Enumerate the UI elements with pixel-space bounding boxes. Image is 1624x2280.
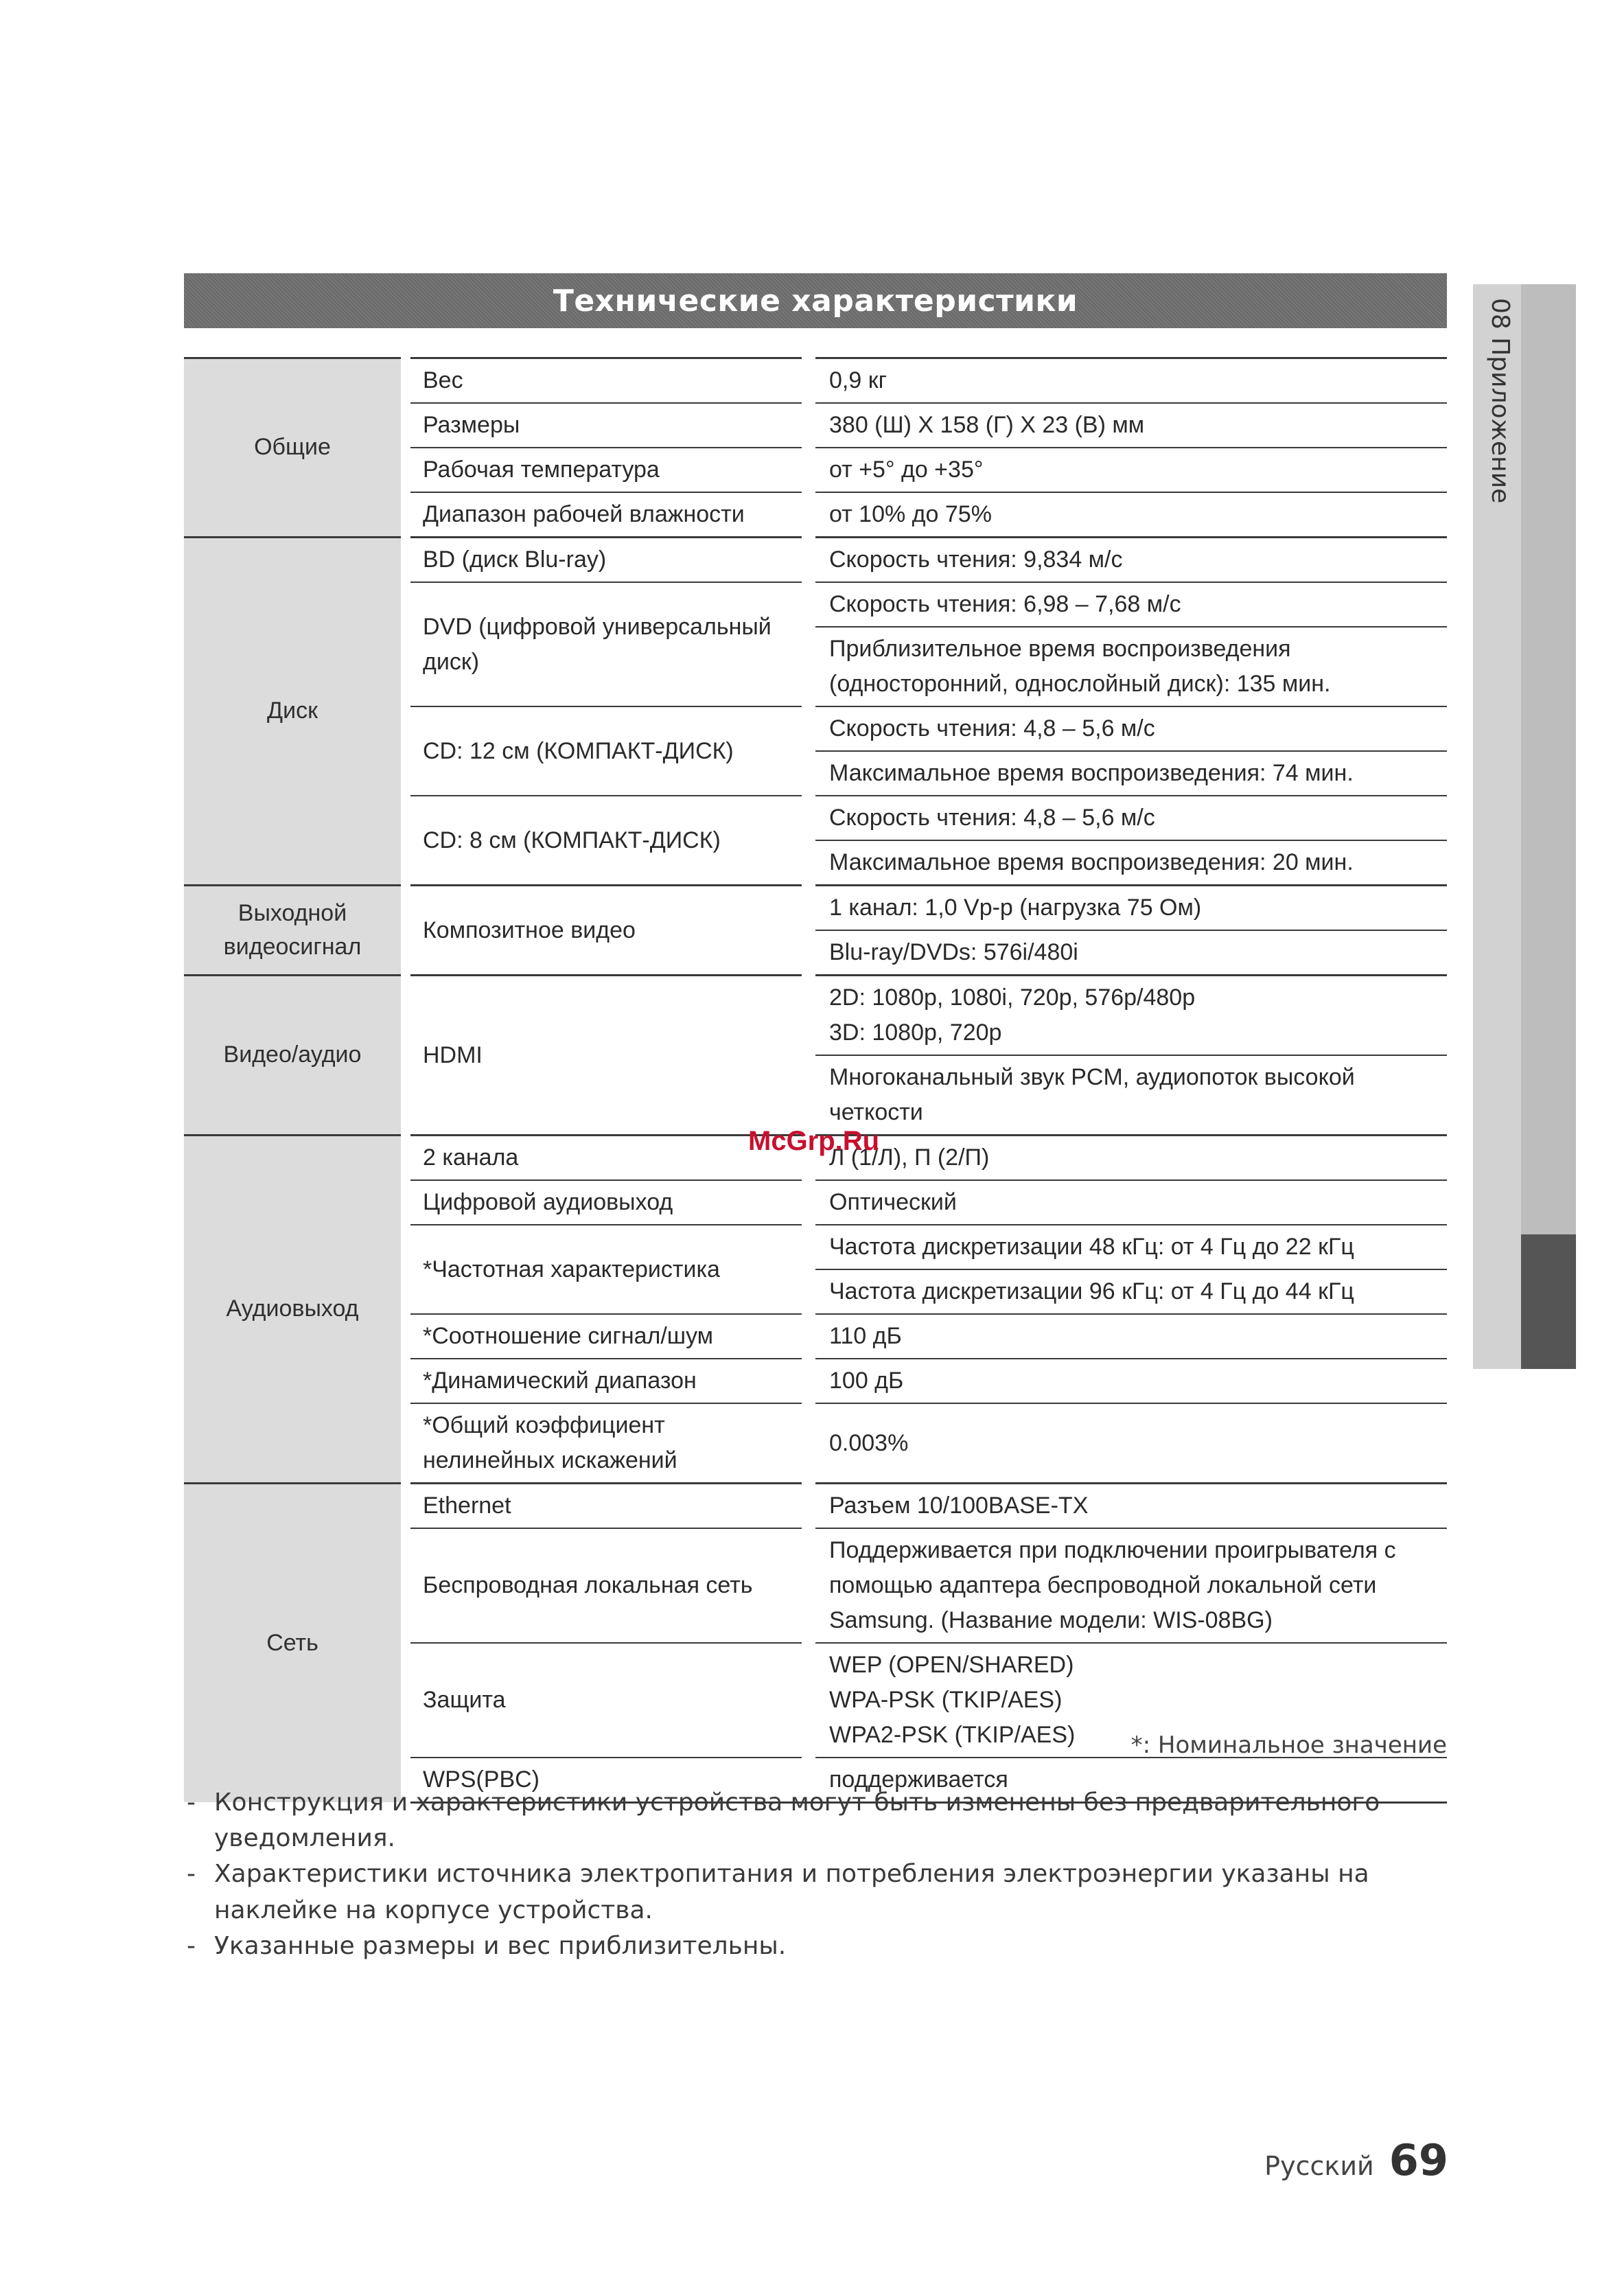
spec-parameter: Беспроводная локальная сеть: [410, 1528, 802, 1643]
spec-value: Скорость чтения: 4,8 – 5,6 м/с: [815, 796, 1447, 840]
section-title: Технические характеристики: [553, 283, 1078, 319]
spec-category: Диск: [184, 538, 401, 886]
spec-value: 2D: 1080p, 1080i, 720p, 576p/480p 3D: 1080p, 720p: [815, 976, 1447, 1056]
spec-parameter: Цифровой аудиовыход: [410, 1180, 802, 1225]
watermark-text: McGrp.Ru: [748, 1126, 880, 1156]
spec-category: Общие: [184, 358, 401, 538]
spec-parameter: Рабочая температура: [410, 448, 802, 492]
spec-parameter: Вес: [410, 358, 802, 404]
spec-parameter: Ethernet: [410, 1484, 802, 1529]
spec-value: Скорость чтения: 4,8 – 5,6 м/с: [815, 706, 1447, 751]
spec-row: [184, 538, 1447, 583]
spec-gap: [401, 976, 410, 1136]
spec-parameter: *Общий коэффициент нелинейных искажений: [410, 1403, 802, 1484]
spec-parameter: Защита: [410, 1643, 802, 1758]
spec-gap: [401, 358, 410, 538]
spec-gap: [401, 1136, 410, 1484]
section-title-bar: [184, 273, 1447, 328]
spec-value: Частота дискретизации 48 кГц: от 4 Гц до 22 кГц: [815, 1225, 1447, 1269]
spec-row: [184, 358, 1447, 404]
spec-gap: [802, 1484, 815, 1529]
spec-value: Оптический: [815, 1180, 1447, 1225]
spec-gap: [401, 886, 410, 976]
spec-table: [184, 357, 1447, 1804]
spec-value: 110 дБ: [815, 1314, 1447, 1359]
spec-category: Сеть: [184, 1484, 401, 1803]
spec-parameter: CD: 8 см (КОМПАКТ-ДИСК): [410, 796, 802, 886]
spec-value: от +5° до +35°: [815, 448, 1447, 492]
spec-parameter: Размеры: [410, 403, 802, 448]
spec-value: от 10% до 75%: [815, 492, 1447, 538]
notes-list: [187, 1785, 1443, 1964]
spec-value: Разъем 10/100BASE-TX: [815, 1484, 1447, 1529]
spec-gap: [802, 796, 815, 886]
spec-parameter: WPS(PBC): [410, 1758, 802, 1803]
spec-gap: [401, 1484, 410, 1803]
spec-gap: [401, 538, 410, 886]
page-number: 69: [1389, 2135, 1448, 2185]
spec-gap: [802, 492, 815, 538]
spec-parameter: *Динамический диапазон: [410, 1359, 802, 1403]
note-item: [187, 1785, 1443, 1856]
spec-row: [184, 886, 1447, 931]
spec-parameter: 2 канала: [410, 1136, 802, 1181]
spec-value: Скорость чтения: 9,834 м/с: [815, 538, 1447, 583]
spec-gap: [802, 1359, 815, 1403]
spec-category: Выходной видеосигнал: [184, 886, 401, 976]
spec-gap: [802, 976, 815, 1136]
spec-table-body: [184, 358, 1447, 1803]
spec-gap: [802, 582, 815, 706]
note-dash: -: [187, 1788, 196, 1817]
spec-parameter: Композитное видео: [410, 886, 802, 976]
spec-value: Частота дискретизации 96 кГц: от 4 Гц до 44 кГц: [815, 1269, 1447, 1314]
footnote: *: Номинальное значение: [1130, 1731, 1447, 1759]
spec-value: WEP (OPEN/SHARED) WPA-PSK (TKIP/AES) WPA2-PSK (TKIP/AES): [815, 1643, 1447, 1758]
spec-value: 380 (Ш) X 158 (Г) X 23 (В) мм: [815, 403, 1447, 448]
spec-gap: [802, 358, 815, 404]
spec-value: 0,9 кг: [815, 358, 1447, 404]
note-text: Указанные размеры и вес приблизительны.: [214, 1931, 787, 1960]
spec-value: поддерживается: [815, 1758, 1447, 1803]
spec-row: [184, 1484, 1447, 1529]
spec-parameter: *Частотная характеристика: [410, 1225, 802, 1314]
spec-gap: [802, 706, 815, 796]
spec-value: 100 дБ: [815, 1359, 1447, 1403]
side-tab-label-box: [1481, 298, 1522, 710]
spec-gap: [802, 538, 815, 583]
spec-value: Приблизительное время воспроизведения (односторонний, однослойный диск): 135 мин.: [815, 627, 1447, 706]
spec-parameter: Диапазон рабочей влажности: [410, 492, 802, 538]
spec-gap: [802, 886, 815, 976]
spec-value: Поддерживается при подключении проигрывателя с помощью адаптера беспроводной локальной сети Samsung. (Название модели: WIS-08BG): [815, 1528, 1447, 1643]
side-tab-label: 08 Приложение: [1486, 298, 1514, 504]
spec-value: Скорость чтения: 6,98 – 7,68 м/с: [815, 582, 1447, 627]
spec-parameter: DVD (цифровой универсальный диск): [410, 582, 802, 706]
note-dash: -: [187, 1860, 196, 1889]
spec-value: 1 канал: 1,0 Vp-p (нагрузка 75 Ом): [815, 886, 1447, 931]
spec-parameter: BD (диск Blu-ray): [410, 538, 802, 583]
chapter-side-tab: [1473, 284, 1576, 1369]
spec-value: Blu-ray/DVDs: 576i/480i: [815, 930, 1447, 976]
spec-value: 0.003%: [815, 1403, 1447, 1484]
spec-gap: [802, 448, 815, 492]
spec-gap: [802, 1643, 815, 1758]
spec-gap: [802, 1180, 815, 1225]
page-footer: [1264, 2135, 1448, 2185]
spec-gap: [802, 1403, 815, 1484]
spec-value: Максимальное время воспроизведения: 20 мин.: [815, 840, 1447, 886]
note-item: [187, 1856, 1443, 1928]
spec-category: Аудиовыход: [184, 1136, 401, 1484]
spec-parameter: HDMI: [410, 976, 802, 1136]
spec-value: Максимальное время воспроизведения: 74 мин.: [815, 751, 1447, 796]
spec-row: [184, 976, 1447, 1056]
spec-value: Л (1/Л), П (2/П): [815, 1136, 1447, 1181]
spec-category: Видео/аудио: [184, 976, 401, 1136]
note-text: Характеристики источника электропитания и потребления электроэнергии указаны на наклейке на корпусе устройства.: [214, 1860, 1369, 1924]
footer-language: Русский: [1264, 2151, 1374, 2181]
side-tab-marker: [1521, 1234, 1576, 1369]
side-tab-strip: [1521, 284, 1576, 1234]
spec-gap: [802, 403, 815, 448]
spec-parameter: *Соотношение сигнал/шум: [410, 1314, 802, 1359]
note-text: Конструкция и характеристики устройства могут быть изменены без предварительного уведомления.: [214, 1788, 1380, 1853]
note-item: [187, 1928, 1443, 1964]
spec-gap: [802, 1225, 815, 1314]
note-dash: -: [187, 1931, 196, 1960]
spec-value: Многоканальный звук PCM, аудиопоток высокой четкости: [815, 1055, 1447, 1136]
spec-gap: [802, 1314, 815, 1359]
spec-gap: [802, 1528, 815, 1643]
spec-parameter: CD: 12 см (КОМПАКТ-ДИСК): [410, 706, 802, 796]
